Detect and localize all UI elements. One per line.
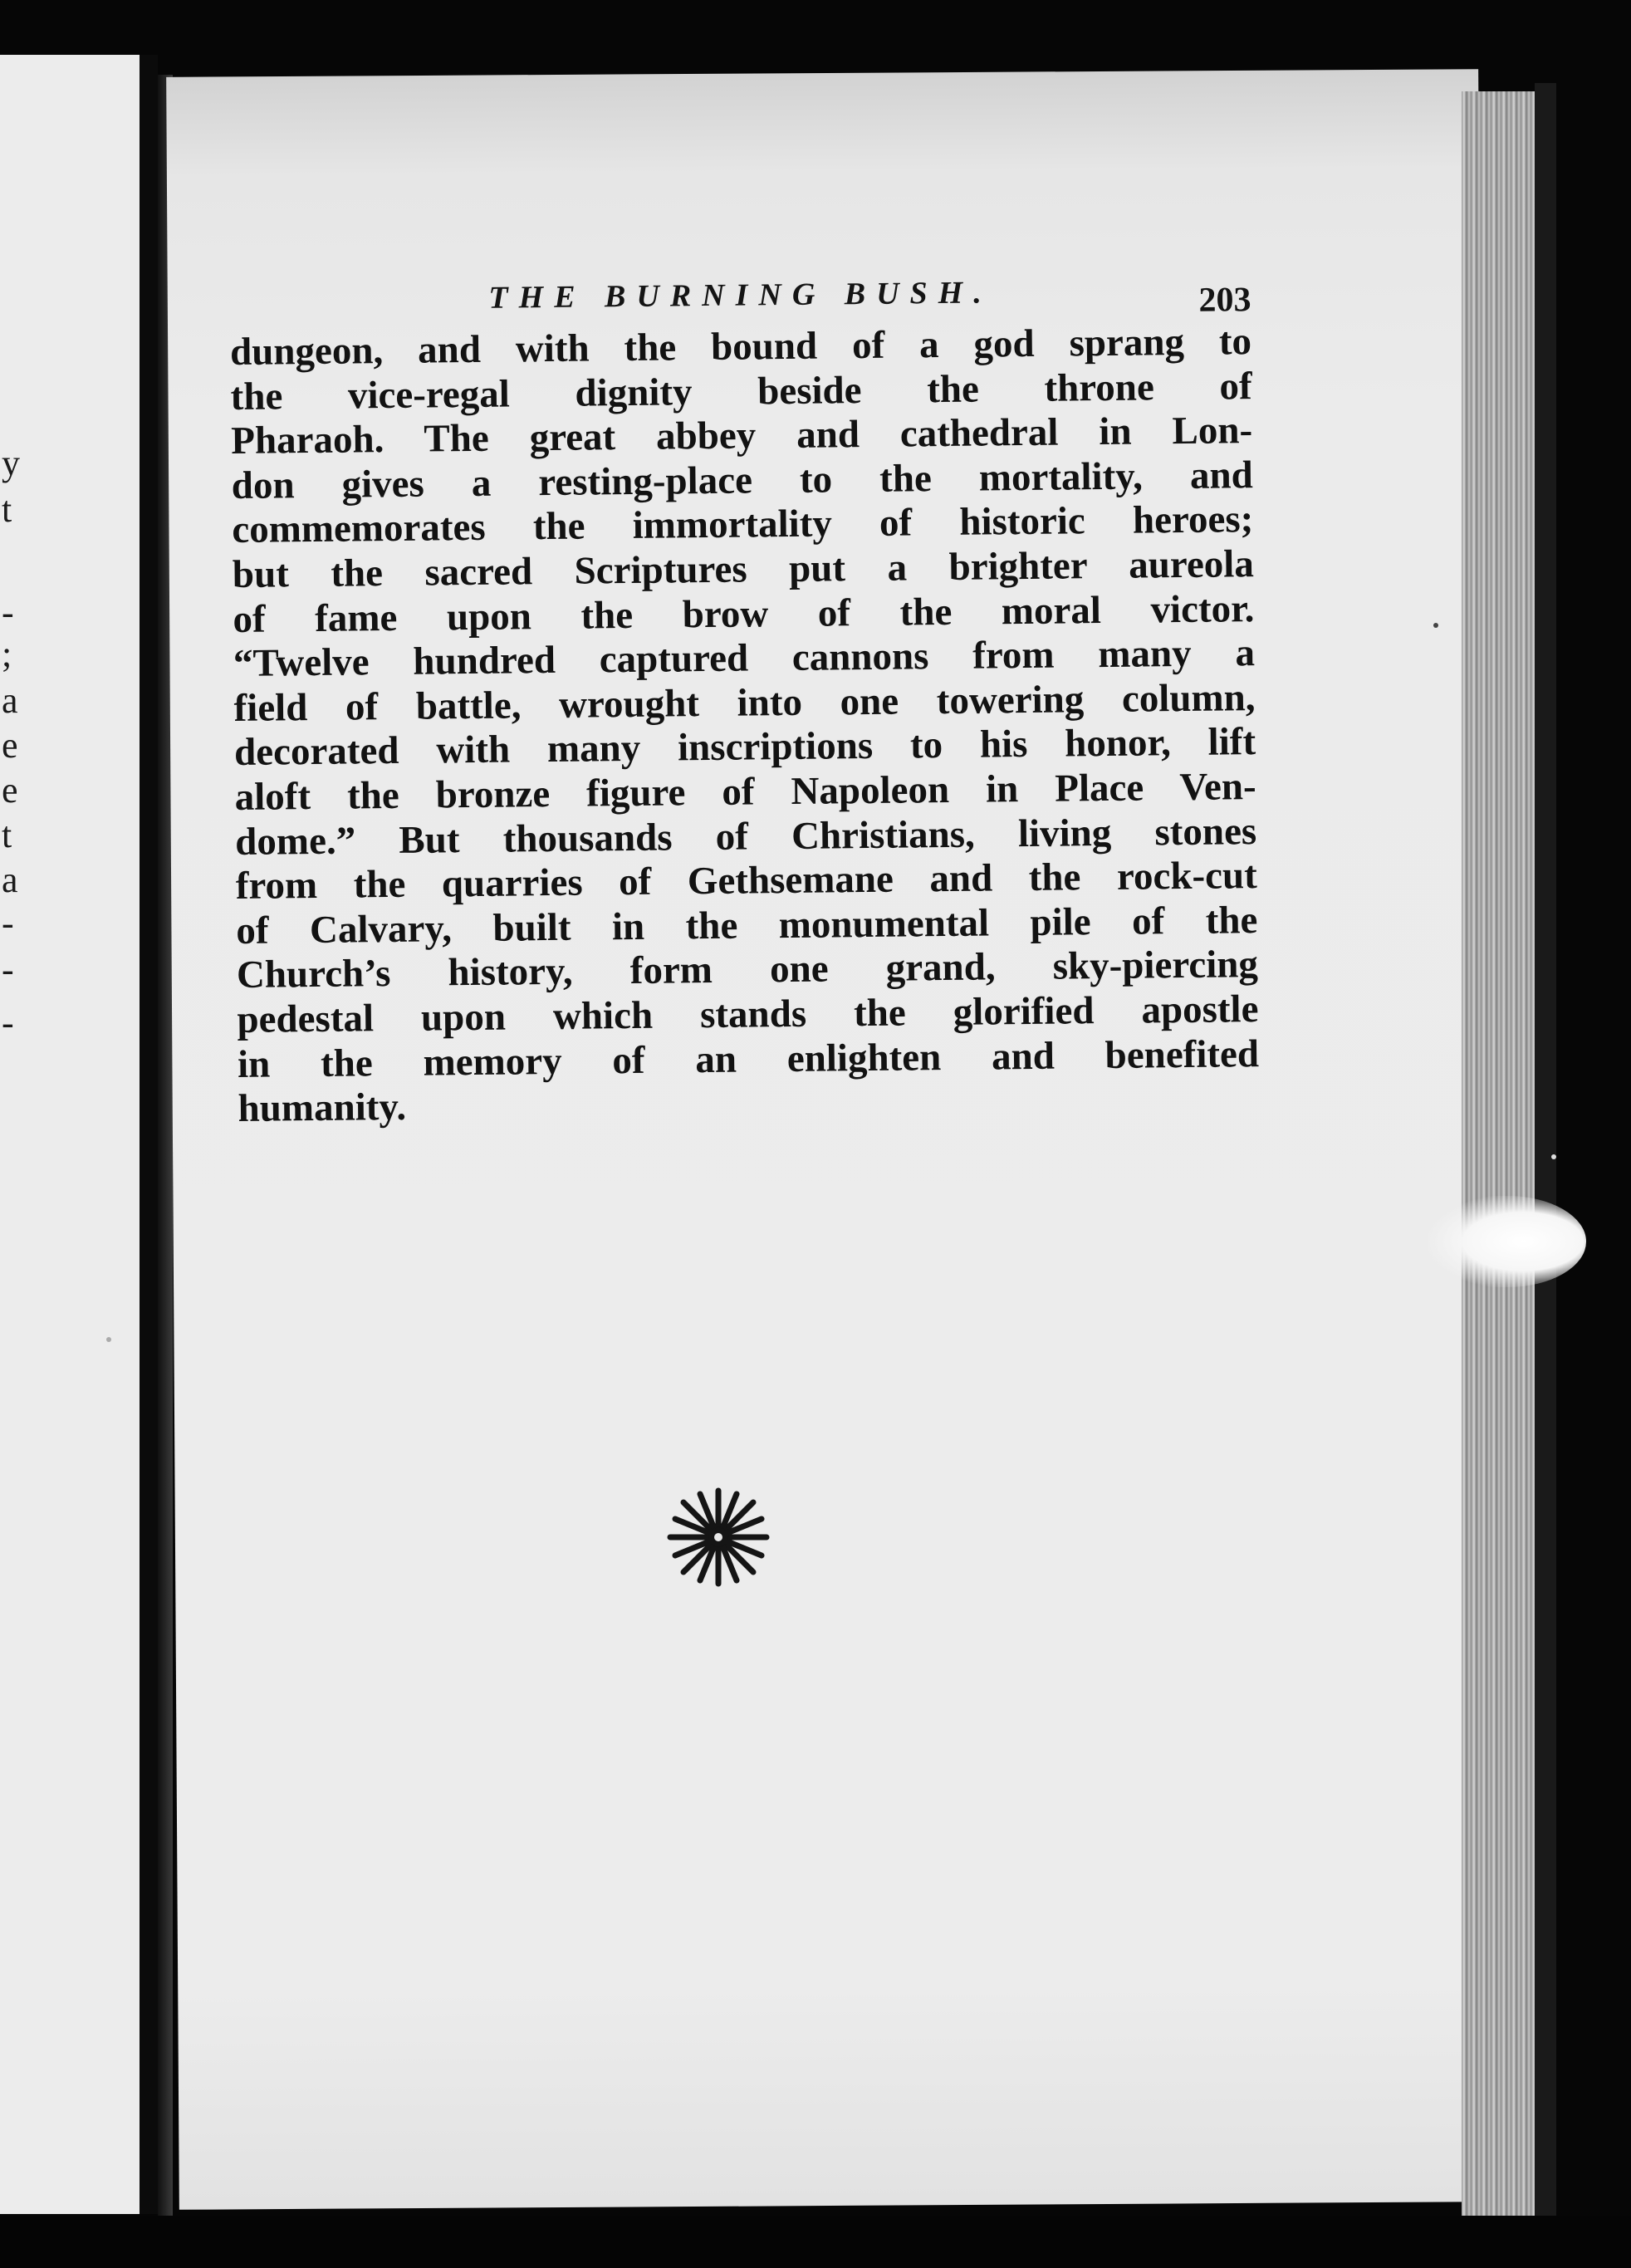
left-page-fragment: y <box>2 443 20 483</box>
left-page-fragment: a <box>2 860 18 900</box>
left-page-fragment: - <box>2 1002 14 1043</box>
left-page-fragment: e <box>2 725 18 766</box>
text-line: don gives a resting-place to the mortality, and <box>231 453 1253 507</box>
left-page-fragment: t <box>2 489 12 530</box>
text-line: Pharaoh. The great abbey and cathedral in Lon- <box>230 409 1253 463</box>
text-line: dungeon, and with the bound of a god sprang to <box>229 320 1252 374</box>
star-ornament-icon <box>664 1483 772 1591</box>
running-head-title: THE BURNING BUSH. <box>488 275 992 316</box>
left-page-fragment: ; <box>2 634 12 674</box>
text-line: dome.” But thousands of Christians, living stones <box>234 809 1257 864</box>
text-line: Church’s history, form one grand, sky-piercing <box>236 943 1259 997</box>
left-page-fragment: t <box>2 815 12 855</box>
text-line: pedestal upon which stands the glorified apostle <box>237 987 1259 1041</box>
running-head <box>229 255 1251 331</box>
left-facing-page <box>0 55 158 2214</box>
left-page-fragment: a <box>2 680 18 721</box>
text-line: field of battle, wrought into one towering column, <box>233 675 1256 730</box>
page-number: 203 <box>1198 281 1251 320</box>
left-page-fragment: - <box>2 592 14 633</box>
text-line: of Calvary, built in the monumental pile of the <box>236 898 1258 953</box>
text-line: in the memory of an enlighten and benefited <box>237 1031 1260 1086</box>
book-cover-edge <box>1535 83 1556 2217</box>
text-line: humanity. <box>238 1085 407 1131</box>
left-page-fragment: e <box>2 770 18 811</box>
paper-speck <box>1551 1154 1556 1159</box>
paper-speck <box>106 1337 111 1342</box>
text-line: of fame upon the brow of the moral victor. <box>233 586 1255 641</box>
text-line: decorated with many inscriptions to his honor, lift <box>233 720 1256 775</box>
text-line: “Twelve hundred captured cannons from many a <box>233 631 1256 686</box>
page-content <box>229 255 1260 1132</box>
paper-speck <box>1433 623 1438 628</box>
text-line: the vice-regal dignity beside the throne of <box>230 364 1252 419</box>
left-page-fragment: - <box>2 903 14 943</box>
body-text <box>230 320 1260 1132</box>
text-line: from the quarries of Gethsemane and the rock-cut <box>235 854 1258 909</box>
text-line: but the sacred Scriptures put a brighter aureola <box>232 542 1255 596</box>
left-page-fragment: - <box>2 949 14 990</box>
text-line: aloft the bronze figure of Napoleon in Place Ven- <box>234 765 1256 819</box>
text-line: commemorates the immortality of historic heroes; <box>232 497 1254 552</box>
scan-bottom-border <box>0 2216 1631 2268</box>
light-glare <box>1428 1196 1586 1287</box>
